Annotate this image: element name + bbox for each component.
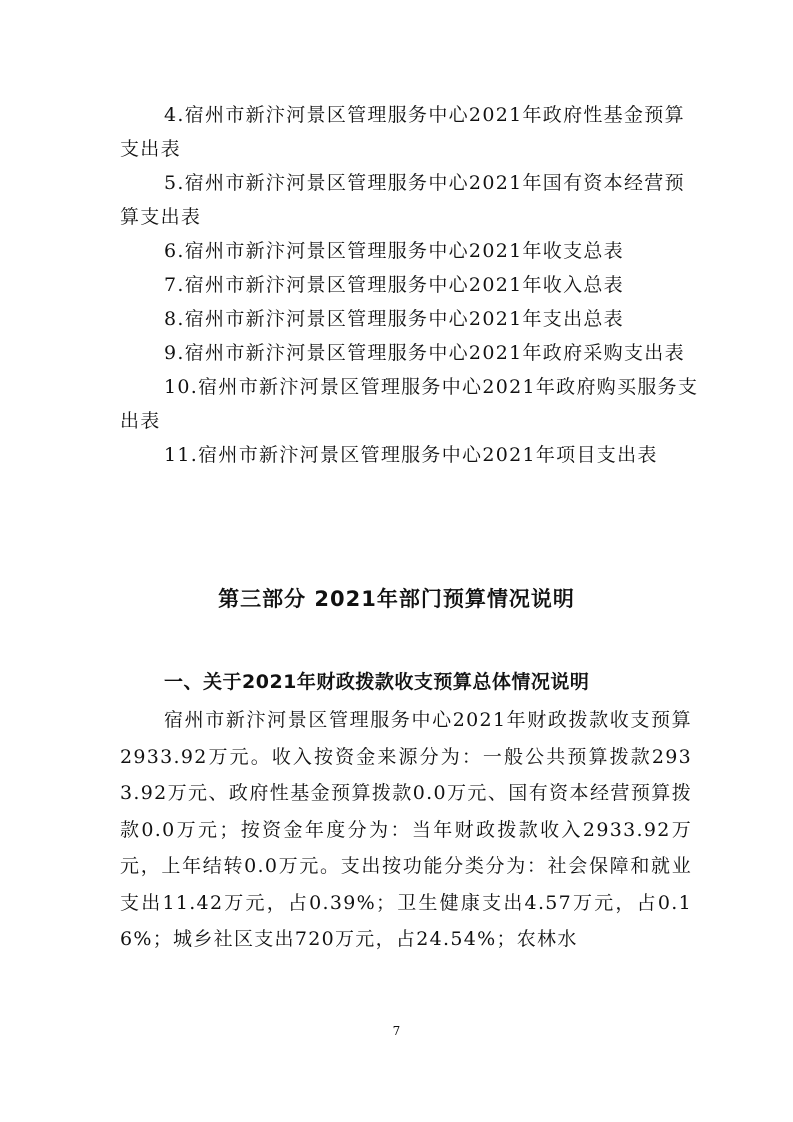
body-paragraph: 宿州市新汴河景区管理服务中心2021年财政拨款收支预算2933.92万元。收入按资金来源分为：一般公共预算拨款2933.92万元、政府性基金预算拨款0.0万元、国有资本经营预算拨款0.0万元；按资金年度分为：当年财政拨款收入2933.92万元，上年结转0.0万元。支出按功能分类分为：社会保障和就业支出11.42万元，占0.39%；卫生健康支出4.57万元，占0.16%；城乡社区支出720万元，占24.54%；农林水 <box>120 709 692 950</box>
list-item: 9.宿州市新汴河景区管理服务中心2021年政府采购支出表 <box>164 342 685 364</box>
section-heading: 第三部分 2021年部门预算情况说明 <box>218 587 575 611</box>
page-number: 7 <box>392 1024 401 1038</box>
list-item: 10.宿州市新汴河景区管理服务中心2021年政府购买服务支出表 <box>120 376 699 432</box>
list-item: 8.宿州市新汴河景区管理服务中心2021年支出总表 <box>164 308 624 330</box>
list-item: 4.宿州市新汴河景区管理服务中心2021年政府性基金预算支出表 <box>120 104 685 160</box>
subsection-heading: 一、关于2021年财政拨款收支预算总体情况说明 <box>164 671 590 693</box>
table-list <box>120 98 705 472</box>
list-item: 6.宿州市新汴河景区管理服务中心2021年收支总表 <box>164 240 624 262</box>
list-item: 7.宿州市新汴河景区管理服务中心2021年收入总表 <box>164 274 624 296</box>
list-item: 5.宿州市新汴河景区管理服务中心2021年国有资本经营预算支出表 <box>120 172 685 228</box>
list-item: 11.宿州市新汴河景区管理服务中心2021年项目支出表 <box>164 444 658 466</box>
